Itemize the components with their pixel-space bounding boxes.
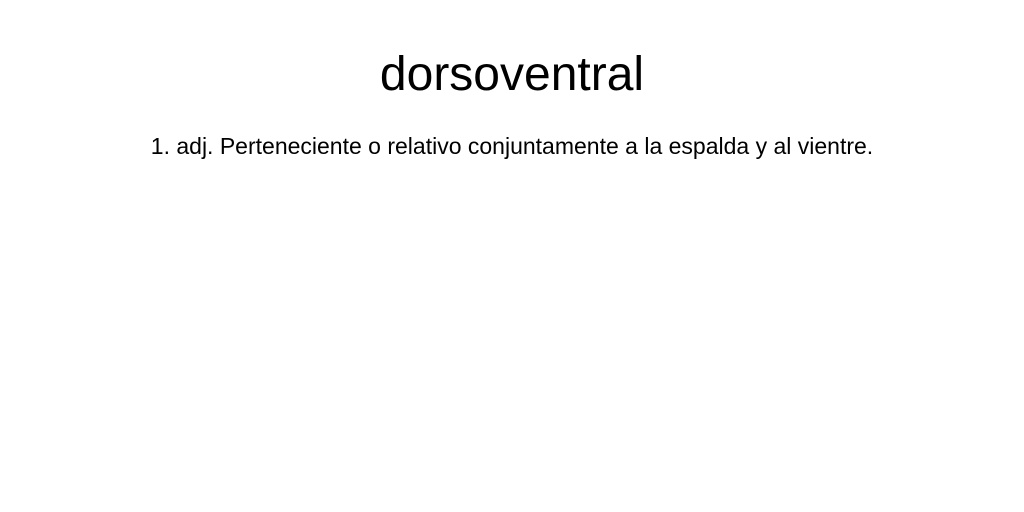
- definition-1: 1. adj. Perteneciente o relativo conjuntamente a la espalda y al vientre.: [150, 133, 874, 159]
- headword: dorsoventral: [379, 48, 645, 101]
